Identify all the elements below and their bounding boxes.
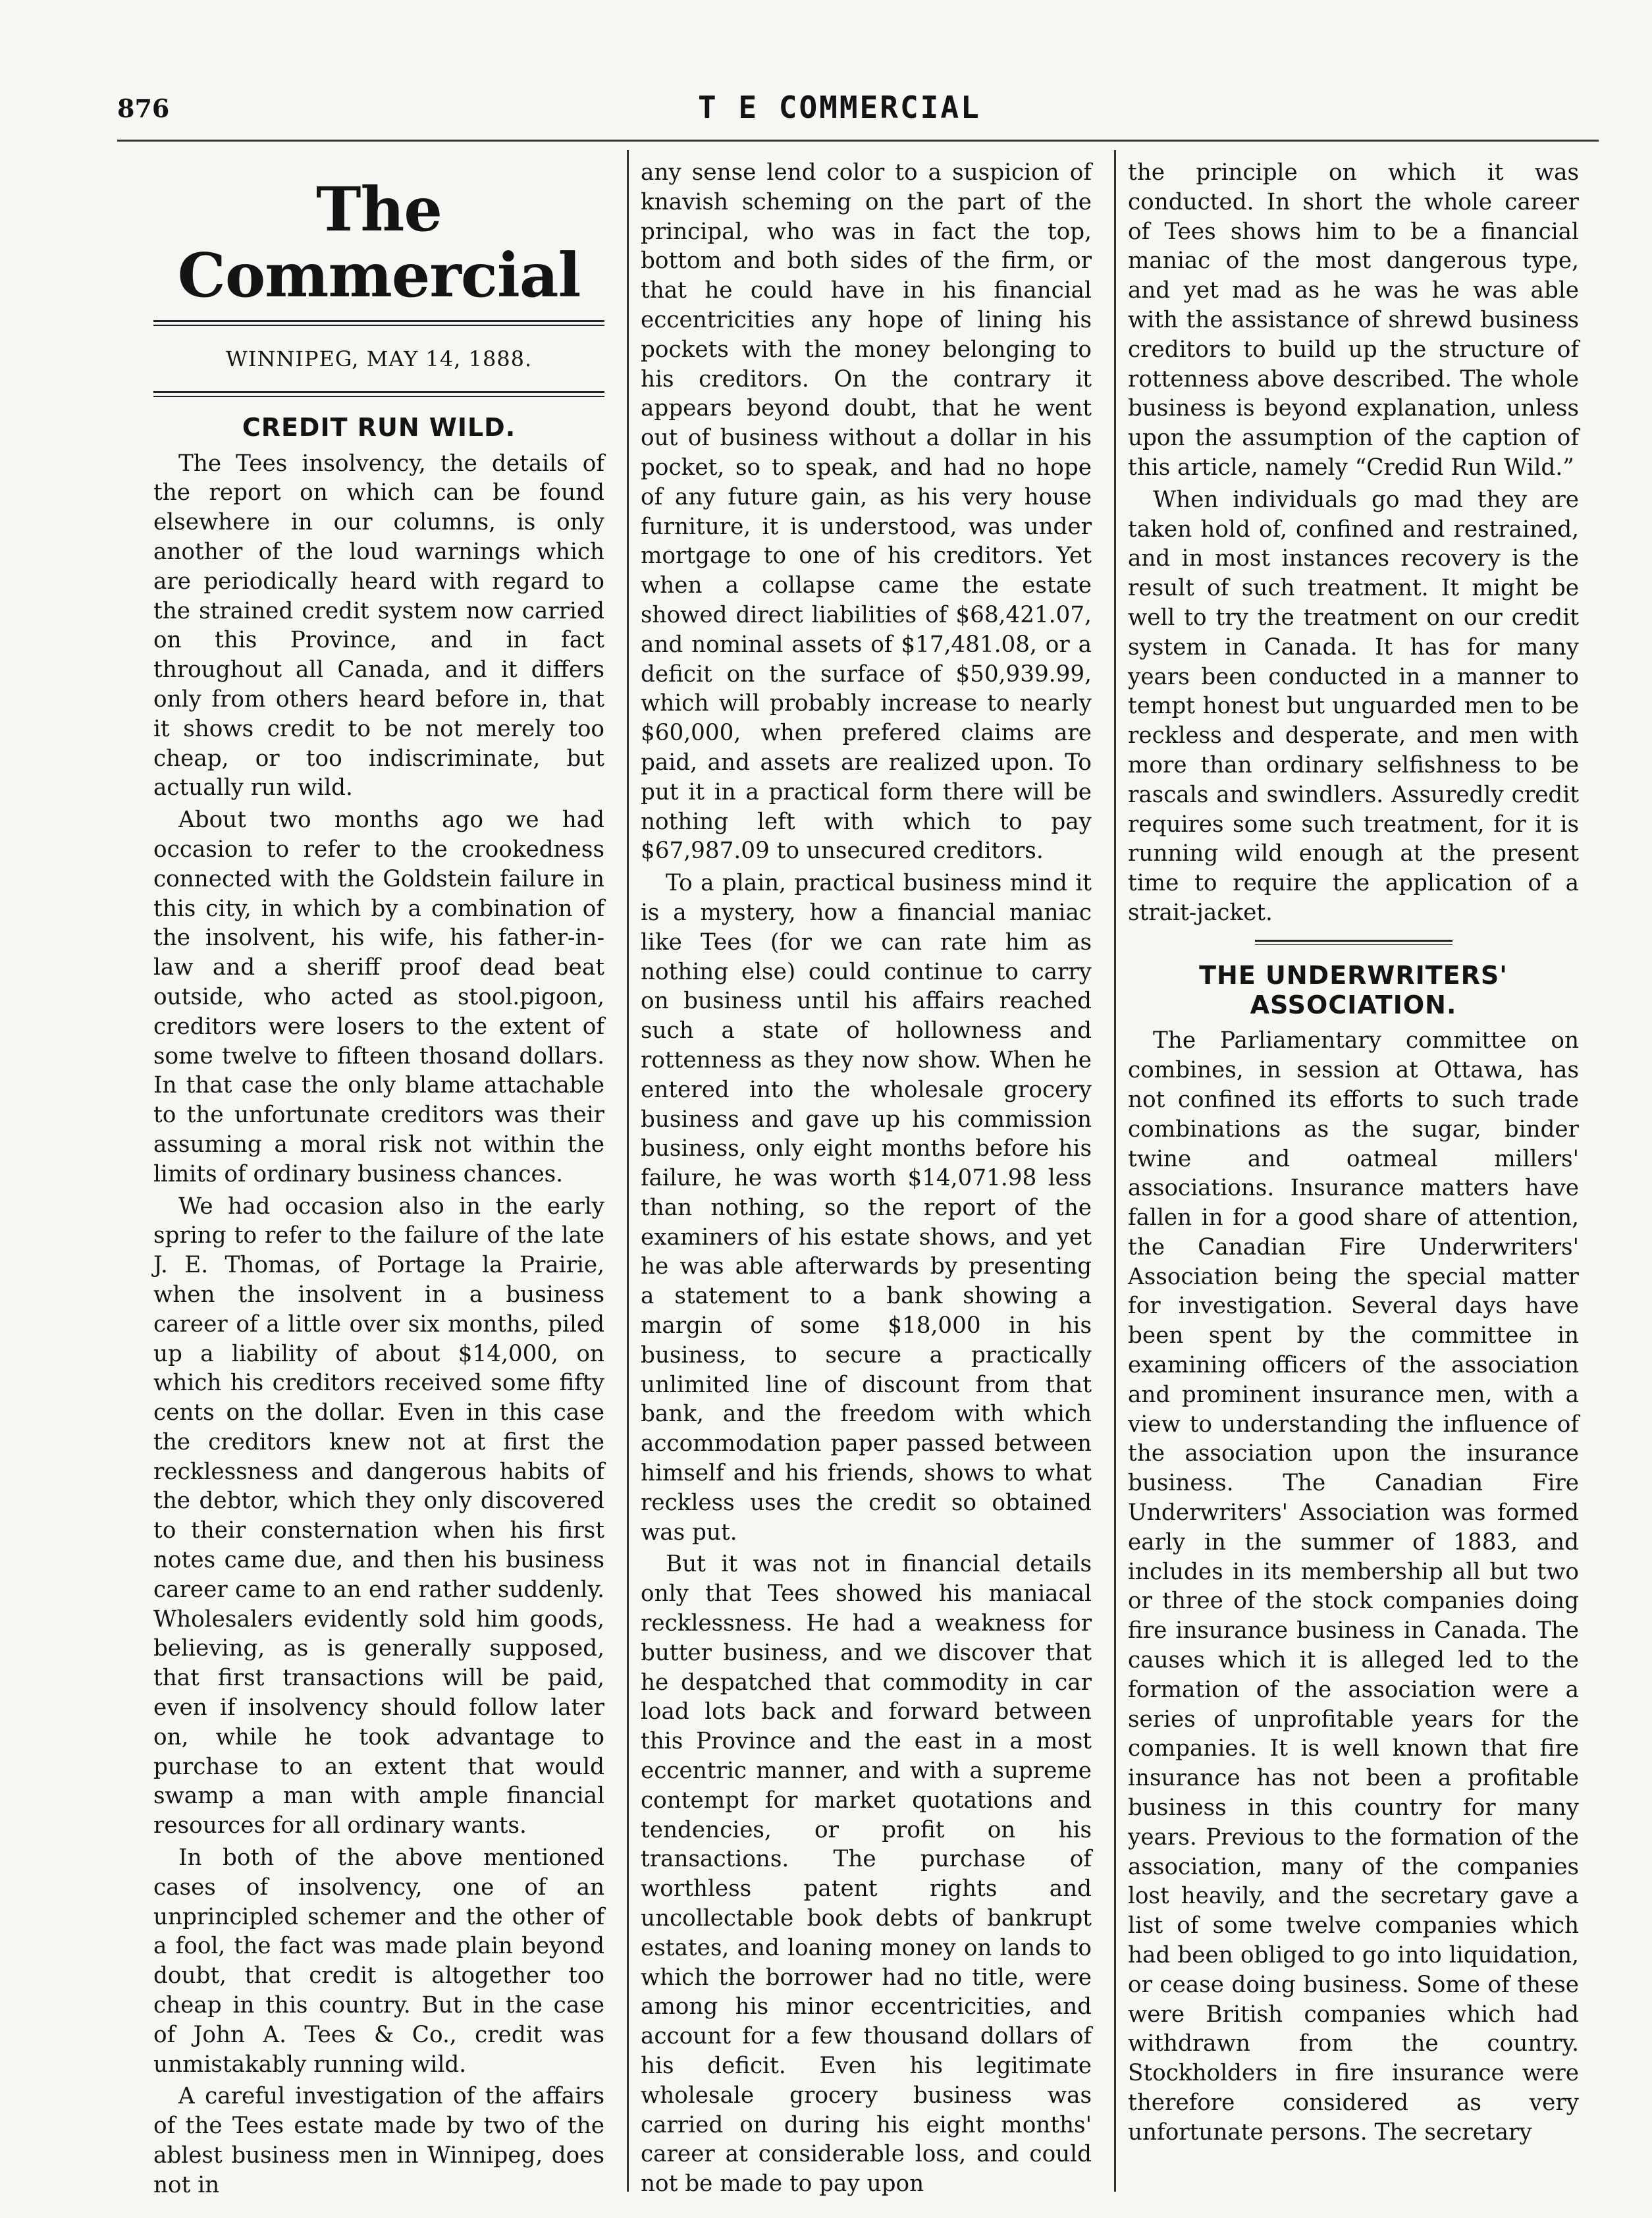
header-rule <box>117 140 1599 142</box>
paragraph: To a plain, practical business mind it is a mystery, how a financial maniac like Tees (for we can rate him as nothing else) could continue to carry on business until his affairs reached such a state of hollowness and rottenness as they now show. When he entered into the wholesale grocery business and gave up his commission business, only eight months before his failure, he was worth $14,071.98 less than nothing, so the report of the examiners of his estate shows, and yet he was able afterwards by presenting a statement to a bank showing a margin of some $18,000 in his business, to secure a practically unlimited line of discount from that bank, and the freedom with which accommodation paper passed between himself and his friends, shows to what reckless uses the credit so obtained was put. <box>641 870 1092 1546</box>
paragraph: About two months ago we had occasion to refer to the crookedness connected with the Goldstein failure in this city, in which by a combination of the insolvent, his wife, his father-in-law and a sheriff proof dead beat outside, who acted as stool.pigoon, creditors were losers to the extent of some twelve to fifteen thosand dollars. In that case the only blame attachable to the unfortunate creditors was their assuming a moral risk not within the limits of ordinary business chances. <box>153 807 604 1187</box>
article-heading: CREDIT RUN WILD. <box>242 412 516 442</box>
dateline-rule <box>153 391 604 397</box>
masthead-rule <box>153 320 604 326</box>
paragraph: The Tees insolvency, the details of the report on which can be found elsewhere in our columns, is only another of the loud warnings which are periodically heard with regard to the strained credit system now carried on this Province, and in fact throughout all Canada, and it differs only from others heard before in, that it shows credit to be not merely too cheap, or too indiscriminate, but actually run wild. <box>153 450 604 801</box>
paragraph: the principle on which it was conducted. In short the whole career of Tees shows him to be a financial maniac of the most dangerous type, and yet mad as he was he was able with the assistance of shrewd business creditors to build up the structure of rottenness above described. The whole business is beyond explanation, unless upon the assumption of the caption of this article, namely “Credid Run Wild.” <box>1128 159 1579 481</box>
page-number: 876 <box>117 94 170 123</box>
article-heading: THE UNDERWRITERS' ASSOCIATION. <box>1199 960 1508 1019</box>
column-1 <box>153 158 604 2203</box>
section-rule <box>1255 940 1452 945</box>
paragraph: The Parliamentary committee on combines, in session at Ottawa, has not confined its efforts to such trade combinations as the sugar, binder twine and oatmeal millers' associations. Insurance matters have fallen in for a good share of attention, the Canadian Fire Underwriters' Association being the special matter for investigation. Several days have been spent by the committee in examining officers of the association and prominent insurance men, with a view to understanding the influence of the association upon the insurance business. The Canadian Fire Underwriters' Association was formed early in the summer of 1883, and includes in its membership all but two or three of the stock companies doing fire insurance business in Canada. The causes which it is alleged led to the formation of the association were a series of unprofitable years for the companies. It is well known that fire insurance has not been a profitable business in this country for many years. Previous to the formation of the association, many of the companies lost heavily, and the secretary gave a list of some twelve companies which had been obliged to go into liquidation, or cease doing business. Some of these were British companies which had withdrawn from the country. Stockholders in fire insurance were therefore considered as very unfortunate persons. The secretary <box>1128 1027 1579 2146</box>
paragraph: A careful investigation of the affairs of the Tees estate made by two of the ablest business men in Winnipeg, does not in <box>153 2083 604 2198</box>
paragraph: In both of the above mentioned cases of insolvency, one of an unprincipled schemer and the other of a fool, the fact was made plain beyond doubt, that credit is altogether too cheap in this country. But in the case of John A. Tees & Co., credit was unmistakably running wild. <box>153 1845 604 2078</box>
paragraph: any sense lend color to a suspicion of knavish scheming on the part of the principal, who was in fact the top, bottom and both sides of the firm, or that he could have in his financial eccentricities any hope of lining his pockets with the money belonging to his creditors. On the contrary it appears beyond doubt, that he went out of business without a dollar in his pocket, so to speak, and had no hope of any future gain, as his very house furniture, it is understood, was under mortgage to one of his creditors. Yet when a collapse came the estate showed direct liabilities of $68,421.07, and nominal assets of $17,481.08, or a deficit on the surface of $50,939.99, which will probably increase to nearly $60,000, when prefered claims are paid, and assets are realized upon. To put it in a practical form there will be nothing left with which to pay $67,987.09 to unsecured creditors. <box>641 159 1092 865</box>
column-3 <box>1128 158 1579 2150</box>
column-divider <box>1114 150 1116 2192</box>
column-2 <box>641 158 1092 2202</box>
column-divider <box>627 150 629 2192</box>
masthead: The Commercial <box>177 174 581 311</box>
paragraph: When individuals go mad they are taken hold of, confined and restrained, and in most instances recovery is the result of such treatment. It might be well to try the treatment on our credit system in Canada. It has for many years been conducted in a manner to tempt honest but unguarded men to be reckless and desperate, and men with more than ordinary selfishness to be rascals and swindlers. Assuredly credit requires some such treatment, for it is running wild enough at the present time to require the application of a strait-jacket. <box>1128 486 1579 926</box>
paragraph: We had occasion also in the early spring to refer to the failure of the late J. E. Thomas, of Portage la Prairie, when the insolvent in a business career of a little over six months, piled up a liability of about $14,000, on which his creditors received some fifty cents on the dollar. Even in this case the creditors knew not at first the recklessness and dangerous habits of the debtor, which they only discovered to their consternation when his first notes came due, and then his business career came to an end rather suddenly. Wholesalers evidently sold him goods, believing, as is generally supposed, that first transactions will be paid, even if insolvency should follow later on, while he took advantage to purchase to an extent that would swamp a man with ample financial resources for all ordinary wants. <box>153 1193 604 1839</box>
running-title: T E COMMERCIAL <box>698 90 981 125</box>
paragraph: But it was not in financial details only that Tees showed his maniacal recklessness. He had a weakness for butter business, and we discover that he despatched that commodity in car load lots back and forward between this Province and the east in a most eccentric manner, and with a supreme contempt for market quotations and tendencies, or profit on his transactions. The purchase of worthless patent rights and uncollectable book debts of bankrupt estates, and loaning money on lands to which the borrower had no title, were among his minor eccentricities, and account for a few thousand dollars of his deficit. Even his legitimate wholesale grocery business was carried on during his eight months' career at considerable loss, and could not be made to pay upon <box>641 1551 1092 2198</box>
dateline: WINNIPEG, MAY 14, 1888. <box>225 346 533 371</box>
